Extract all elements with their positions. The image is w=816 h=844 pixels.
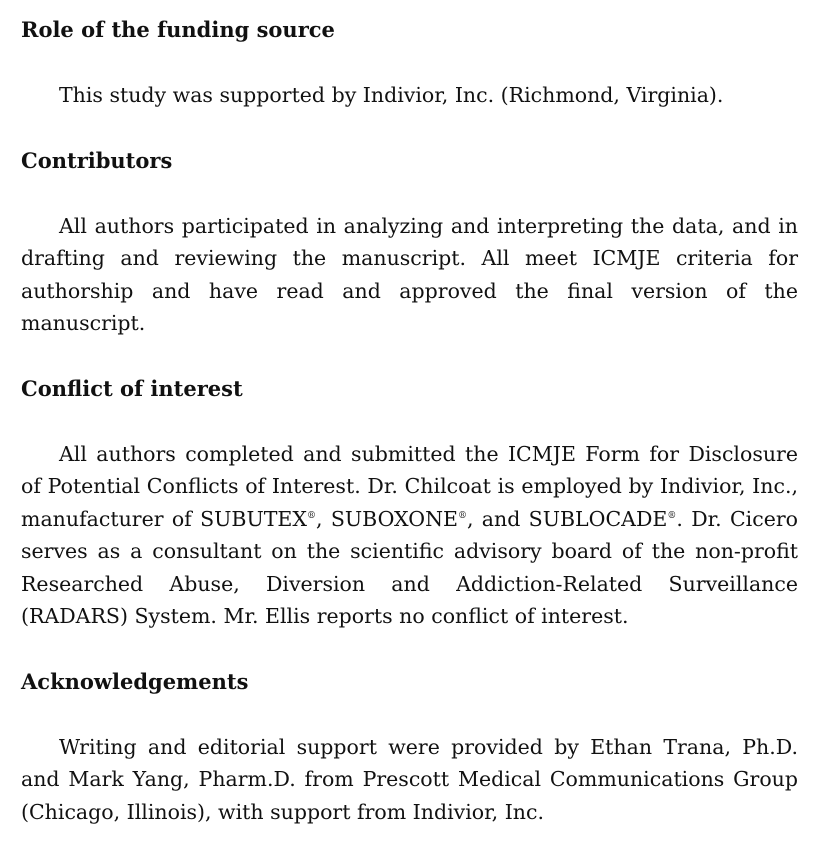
funding-section	[21, 14, 798, 112]
acknowledgements-paragraph: Writing and editorial support were provided by Ethan Trana, Ph.D. and Mark Yang, Pharm.D. from Prescott Medical Communications Group (Chicago, Illinois), with support from Indivior, Inc.	[21, 734, 798, 824]
funding-paragraph: This study was supported by Indivior, Inc. (Richmond, Virginia).	[59, 83, 724, 107]
registered-mark-subutex: ®	[306, 510, 316, 521]
conflict-paragraph	[21, 438, 798, 633]
acknowledgements-heading: Acknowledgements	[21, 668, 249, 694]
conflict-text-part2: , SUBOXONE	[315, 506, 458, 531]
acknowledgements-section	[21, 666, 798, 829]
registered-mark-suboxone: ®	[457, 510, 467, 521]
conflict-text-part3: , and SUBLOCADE	[466, 506, 668, 531]
conflict-text-part1: All authors completed and submitted the ICMJE Form for Disclosure of Potential Conflicts of Interest. Dr. Chilcoat is employed by Indivior, Inc., manufacturer of SUBUTEX	[21, 441, 798, 531]
conflict-section	[21, 373, 798, 633]
conflict-heading: Conflict of interest	[21, 375, 243, 401]
registered-mark-sublocade: ®	[667, 510, 677, 521]
contributors-paragraph: All authors participated in analyzing and interpreting the data, and in drafting and reviewing the manuscript. All meet ICMJE criteria for authorship and have read and approved the final version of the manuscript.	[21, 213, 798, 335]
contributors-heading: Contributors	[21, 147, 173, 173]
conflict-text-part4: . Dr. Cicero serves as a consultant on the scientific advisory board of the non-profit Researched Abuse, Diversion and Addiction-Related Surveillance (RADARS) System. Mr. Ellis reports no conflict of interest.	[21, 506, 798, 628]
funding-heading: Role of the funding source	[21, 17, 335, 42]
contributors-section	[21, 145, 798, 340]
